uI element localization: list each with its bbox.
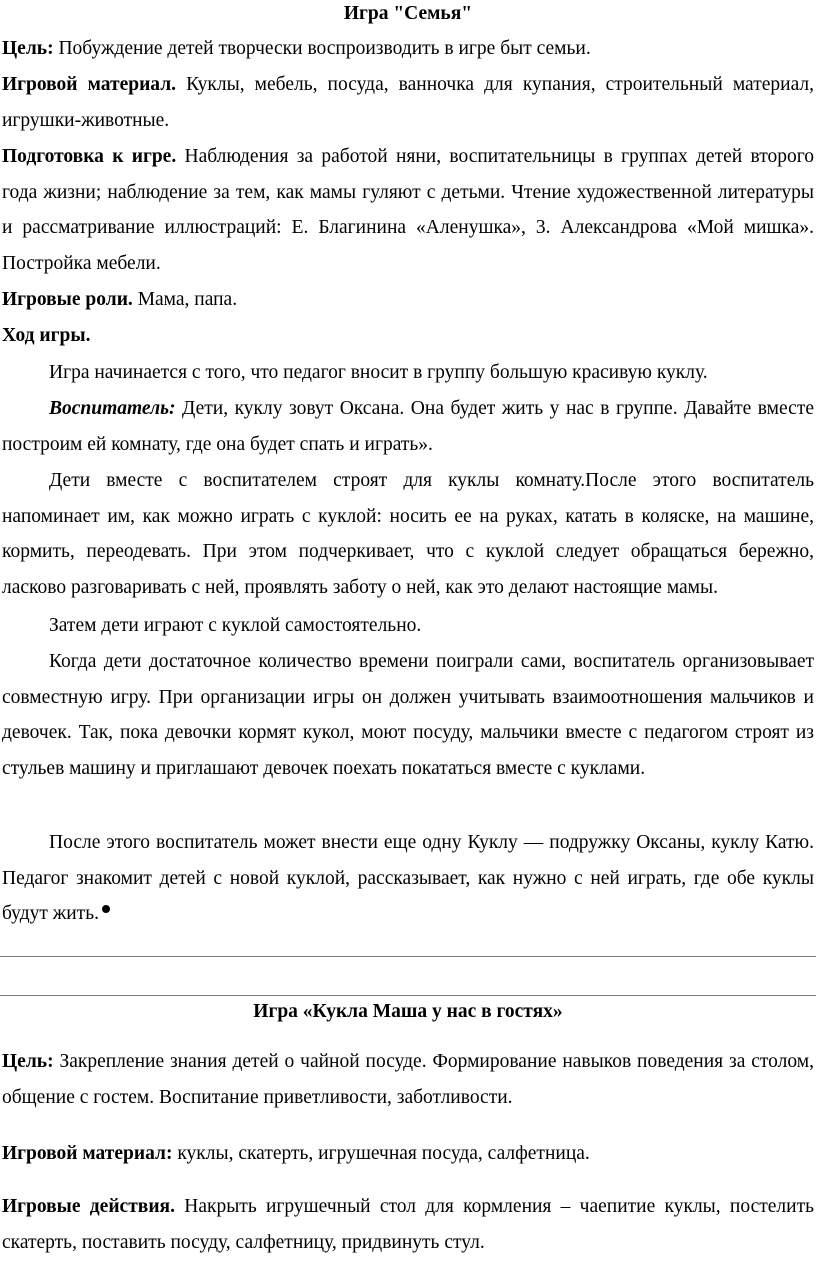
- game1-goal-label: Цель:: [2, 38, 54, 59]
- game1-roles-label: Игровые роли.: [2, 289, 133, 310]
- game2-actions-label: Игровые действия.: [2, 1196, 175, 1217]
- game2-goal-label: Цель:: [2, 1051, 54, 1072]
- game1-paragraph-6: [2, 825, 814, 932]
- game1-material-text: Куклы, мебель, посуда, ванночка для купания, строительный материал, игрушки-животные.: [2, 74, 814, 131]
- game2-material: [2, 1136, 814, 1172]
- game1-goal-text: Побуждение детей творчески воспроизводить в игре быт семьи.: [53, 38, 591, 59]
- game1-goal: [2, 31, 814, 67]
- bullet-dot-icon: [102, 905, 110, 913]
- game2-actions-text: Накрыть игрушечный стол для кормления – чаепитие куклы, постелить скатерть, поставить посуду, салфетницу, придвинуть стул.: [2, 1196, 814, 1253]
- game1-paragraph-1: Игра начинается с того, что педагог вносит в группу большую красивую куклу.: [49, 362, 708, 383]
- game1-paragraph-6-text: После этого воспитатель может внести еще одну Куклу — подружку Оксаны, куклу Катю. Педагог знакомит детей с новой куклой, рассказывает, как нужно с ней играть, где обе куклы будут жить.: [2, 832, 814, 924]
- game1-course-heading: Ход игры.: [2, 325, 91, 346]
- game1-material: [2, 67, 814, 138]
- game1-prep-text: Наблюдения за работой няни, воспитательницы в группах детей второго года жизни; наблюдение за тем, как мамы гуляют с детьми. Чтение художественной литературы и рассматривание иллюстраций: Е. Благинина «Аленушка», 3. Александрова «Мой мишка». Постройка мебели.: [2, 146, 814, 274]
- game1-roles-text: Мама, папа.: [132, 289, 238, 310]
- game1-paragraph-5: Когда дети достаточное количество времени поиграли сами, воспитатель организовывает совместную игру. При организации игры он должен учитывать взаимоотношения мальчиков и девочек. Так, пока девочки кормят кукол, моют посуду, мальчики вместе с педагогом строят из стульев машину и приглашают девочек поехать покататься вместе с куклами.: [2, 651, 814, 779]
- game1-paragraph-2: [2, 391, 814, 462]
- game2-material-text: куклы, скатерть, игрушечная посуда, салфетница.: [172, 1143, 590, 1164]
- game2-title: Игра «Кукла Маша у нас в гостях»: [253, 1001, 563, 1022]
- game2-goal-text: Закрепление знания детей о чайной посуде. Формирование навыков поведения за столом, общение с гостем. Воспитание приветливости, заботливости.: [2, 1051, 814, 1108]
- game1-preparation: [2, 139, 814, 281]
- game1-paragraph-4: Затем дети играют с куклой самостоятельно.: [49, 615, 422, 636]
- game2-material-label: Игровой материал:: [2, 1143, 173, 1164]
- game1-paragraph-3: Дети вместе с воспитателем строят для куклы комнату.После этого воспитатель напоминает им, как можно играть с куклой: носить ее на руках, катать в коляске, на машине, кормить, переодевать. При этом подчеркивает, что с куклой следует обращаться бережно, ласково разговаривать с ней, проявлять заботу о ней, как это делают настоящие мамы.: [2, 470, 814, 598]
- separator-line-2: [0, 995, 816, 996]
- educator-label: Воспитатель:: [49, 398, 176, 419]
- game1-material-label: Игровой материал.: [2, 74, 177, 95]
- separator-line-1: [0, 956, 816, 957]
- game1-title: Игра "Семья": [343, 3, 473, 24]
- game1-roles: [2, 282, 814, 318]
- game2-actions: [2, 1189, 814, 1260]
- game2-goal: [2, 1044, 814, 1115]
- educator-speech: Дети, куклу зовут Оксана. Она будет жить у нас в группе. Давайте вместе построим ей комнату, где она будет спать и играть».: [2, 398, 814, 455]
- game1-prep-label: Подготовка к игре.: [2, 146, 177, 167]
